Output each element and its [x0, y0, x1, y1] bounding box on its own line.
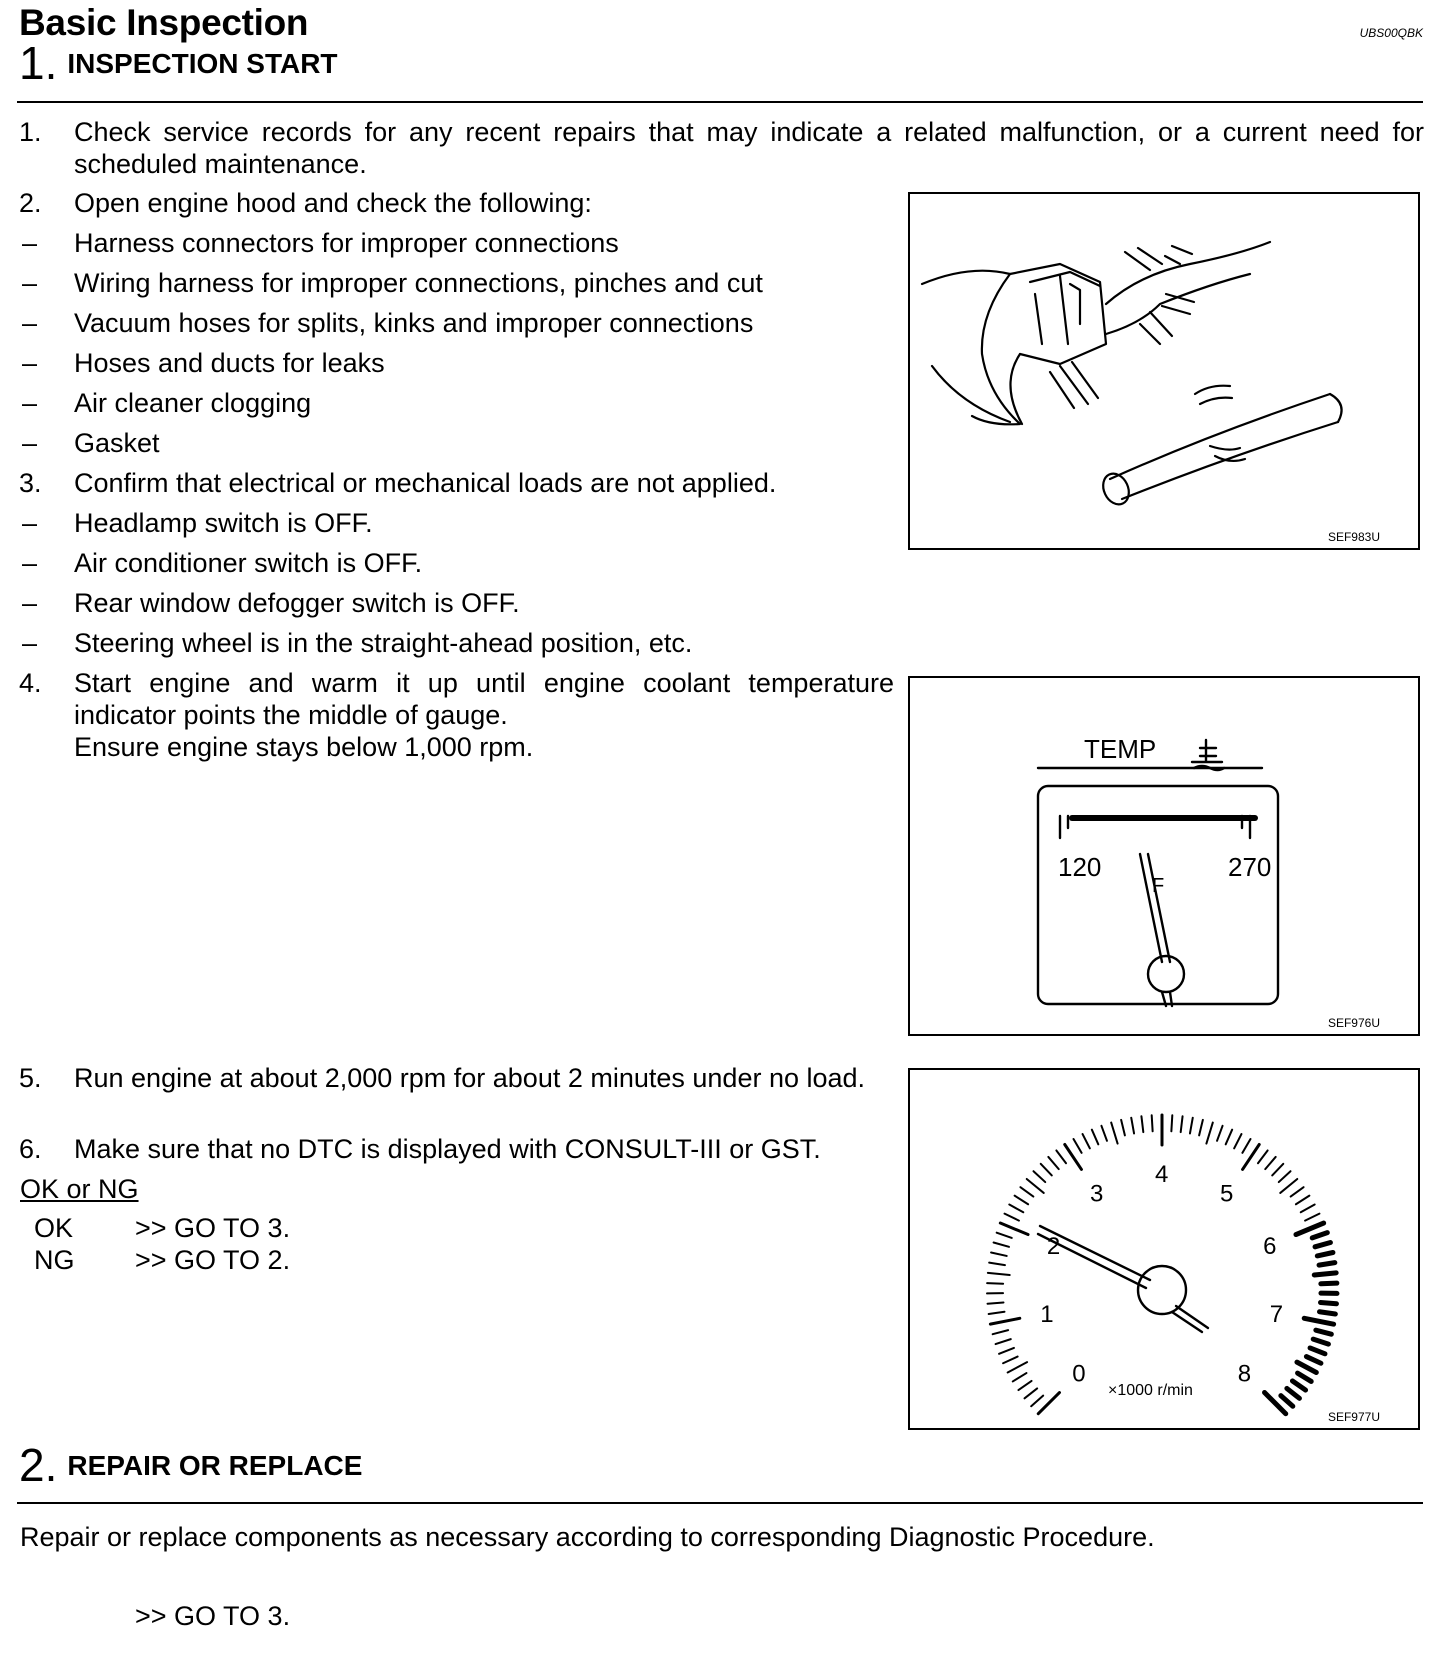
step-number: 2. [19, 1439, 58, 1491]
tach-tick [987, 1283, 1003, 1284]
tach-tick [1298, 1373, 1312, 1381]
tach-unit: ×1000 r/min [1108, 1382, 1193, 1399]
tach-tick [991, 1252, 1007, 1255]
tach-tick [1280, 1179, 1297, 1193]
result-label-ng: NG [34, 1245, 75, 1275]
figure-connector-hose [908, 192, 1420, 550]
check-item: Air conditioner switch is OFF. [74, 548, 423, 578]
tach-tick [1000, 1223, 1028, 1234]
bullet-dash: – [22, 268, 38, 298]
check-item: Steering wheel is in the straight-ahead position, etc. [74, 628, 693, 658]
tach-tick [1013, 1373, 1027, 1381]
repair-instruction: Repair or replace components as necessary according to corresponding Diagnostic Procedure. [20, 1522, 1155, 1552]
tach-tick [1056, 1150, 1066, 1163]
instruction-note: Ensure engine stays below 1,000 rpm. [74, 732, 534, 762]
tach-tick [1242, 1139, 1250, 1153]
step-title: INSPECTION START [67, 48, 338, 79]
instruction-text: Confirm that electrical or mechanical loads are not applied. [74, 468, 777, 498]
tach-tick [1152, 1115, 1153, 1131]
tach-tick [1316, 1330, 1331, 1334]
check-item: Gasket [74, 428, 160, 458]
tach-tick [1008, 1362, 1027, 1372]
item-marker: 2. [19, 188, 42, 218]
step-1-heading [19, 36, 338, 90]
tach-tick-label: 1 [1040, 1300, 1054, 1328]
temp-label: TEMP [1084, 734, 1157, 764]
tach-tick [1321, 1283, 1337, 1284]
tach-tick [1101, 1126, 1107, 1141]
gauge-high-value: 270 [1228, 852, 1272, 882]
tach-tick [1015, 1196, 1028, 1205]
tach-tick [1301, 1204, 1315, 1212]
item-marker: 5. [19, 1063, 42, 1093]
gauge-low-value: 120 [1058, 852, 1102, 882]
instruction-text: Check service records for any recent repairs that may indicate a related malfunction, or a current need for scheduled maintenance. [74, 117, 1424, 179]
bullet-dash: – [22, 388, 38, 418]
figure-code: SEF976U [1327, 1016, 1380, 1030]
tach-tick [1313, 1339, 1328, 1344]
tach-tick [1297, 1362, 1316, 1372]
bullet-dash: – [22, 508, 38, 538]
check-item: Hoses and ducts for leaks [74, 348, 385, 378]
tach-tick [993, 1330, 1008, 1334]
tach-tick [1281, 1396, 1293, 1407]
tach-tick [1312, 1233, 1327, 1238]
tach-tick [1131, 1118, 1134, 1134]
tach-tick [1009, 1204, 1023, 1212]
bullet-dash: – [22, 308, 38, 338]
result-label-ok: OK [34, 1213, 74, 1243]
tach-tick [989, 1312, 1005, 1314]
tach-tick-label: 5 [1220, 1180, 1234, 1208]
bullet-dash: – [22, 628, 38, 658]
document-code: UBS00QBK [1359, 26, 1423, 40]
item-marker: 1. [19, 117, 42, 147]
tach-tick-label: 8 [1237, 1360, 1252, 1388]
tach-tick [1265, 1157, 1275, 1169]
tach-tick [994, 1242, 1009, 1246]
tach-tick [1258, 1150, 1268, 1163]
check-item: Air cleaner clogging [74, 388, 312, 418]
heading-divider [17, 101, 1423, 103]
goto-link-ok[interactable]: >> GO TO 3. [135, 1213, 291, 1243]
step-number: 1. [19, 37, 58, 89]
tach-tick [1141, 1116, 1143, 1132]
tach-tick [1292, 1381, 1305, 1390]
tach-tick [1315, 1242, 1330, 1246]
step-title: REPAIR OR REPLACE [67, 1450, 363, 1481]
tach-tick [1291, 1187, 1304, 1196]
tach-tick [1305, 1214, 1319, 1221]
tach-tick [996, 1339, 1011, 1344]
figure-code: SEF983U [1327, 530, 1380, 544]
tach-tick [1234, 1134, 1241, 1148]
tach-tick [1199, 1120, 1203, 1136]
bullet-dash: – [22, 588, 38, 618]
item-marker: 4. [19, 668, 42, 698]
tach-tick [1310, 1348, 1325, 1354]
instruction-text: Start engine and warm it up until engine coolant temperature indicator points the middle of gauge. [74, 668, 894, 730]
tach-tick [1319, 1263, 1335, 1266]
tach-tick [1317, 1252, 1333, 1255]
check-item: Wiring harness for improper connections, pinches and cut [74, 268, 763, 298]
connector-hose-illustration [910, 194, 1418, 548]
tach-tick [989, 1263, 1005, 1266]
tach-tick [988, 1273, 1010, 1275]
figure-code: SEF977U [1327, 1410, 1380, 1424]
tach-tick [997, 1233, 1012, 1238]
tach-tick [1121, 1120, 1125, 1136]
tach-tick [1018, 1381, 1031, 1390]
figure-temp-gauge [908, 676, 1420, 1036]
instruction-text: Open engine hood and check the following: [74, 188, 592, 218]
check-item: Rear window defogger switch is OFF. [74, 588, 520, 618]
goto-link-ng[interactable]: >> GO TO 2. [135, 1245, 291, 1275]
tach-tick [1092, 1130, 1098, 1145]
step-2-heading [19, 1438, 362, 1492]
tach-tick [1025, 1388, 1038, 1398]
bullet-dash: – [22, 348, 38, 378]
heading-divider [17, 1502, 1423, 1504]
tach-tick [1304, 1318, 1333, 1324]
tach-tick [1020, 1187, 1033, 1196]
tach-tick [1279, 1171, 1291, 1182]
tach-tick [990, 1318, 1019, 1324]
gauge-pointer-letter: F [1152, 875, 1165, 897]
tach-tick [1041, 1164, 1052, 1176]
tach-tick [1320, 1312, 1336, 1314]
tach-tick [1074, 1139, 1082, 1153]
page-title: Basic Inspection [19, 2, 309, 43]
tach-tick [1005, 1214, 1019, 1221]
tach-tick-label: 4 [1155, 1161, 1169, 1188]
temp-gauge-illustration [910, 678, 1418, 1034]
item-marker: 6. [19, 1134, 42, 1164]
check-item: Harness connectors for improper connections [74, 228, 619, 258]
tach-tick-label: 6 [1263, 1233, 1277, 1261]
tach-tick-label: 7 [1269, 1300, 1284, 1328]
tach-tick [1083, 1134, 1090, 1148]
goto-link[interactable]: >> GO TO 3. [135, 1601, 291, 1631]
tach-tick [1038, 1393, 1059, 1414]
tach-tick [988, 1302, 1004, 1303]
check-item: Vacuum hoses for splits, kinks and improper connections [74, 308, 754, 338]
tach-tick [1321, 1302, 1337, 1303]
tach-tick [1217, 1126, 1223, 1141]
tach-tick [1226, 1130, 1232, 1145]
tach-tick [1111, 1123, 1117, 1144]
tach-tick [1206, 1123, 1212, 1144]
bullet-dash: – [22, 548, 38, 578]
check-item: Headlamp switch is OFF. [74, 508, 373, 538]
tach-tick [1181, 1116, 1183, 1132]
result-heading: OK or NG [20, 1174, 139, 1204]
tach-tick [1306, 1357, 1321, 1364]
tach-tick [1003, 1357, 1018, 1364]
instruction-text: Make sure that no DTC is displayed with CONSULT-III or GST. [74, 1134, 821, 1164]
tach-tick [1048, 1157, 1058, 1169]
tachometer-illustration [910, 1070, 1418, 1428]
tach-tick [1296, 1196, 1309, 1205]
bullet-dash: – [22, 228, 38, 258]
tach-tick [1272, 1164, 1283, 1176]
tach-tick-label: 3 [1089, 1180, 1104, 1208]
tach-tick [1033, 1171, 1045, 1182]
tach-tick [999, 1348, 1014, 1354]
tach-tick [1314, 1273, 1336, 1275]
figure-tachometer [908, 1068, 1420, 1430]
tach-tick [1171, 1115, 1172, 1131]
instruction-text: Run engine at about 2,000 rpm for about 2 minutes under no load. [74, 1063, 866, 1093]
tach-tick-label: 2 [1046, 1233, 1061, 1261]
tach-tick [1027, 1179, 1044, 1193]
item-marker: 3. [19, 468, 42, 498]
tach-tick [1190, 1118, 1193, 1134]
bullet-dash: – [22, 428, 38, 458]
tach-tick-label: 0 [1072, 1360, 1086, 1388]
tach-tick [1287, 1388, 1300, 1398]
tach-tick [1031, 1396, 1043, 1407]
